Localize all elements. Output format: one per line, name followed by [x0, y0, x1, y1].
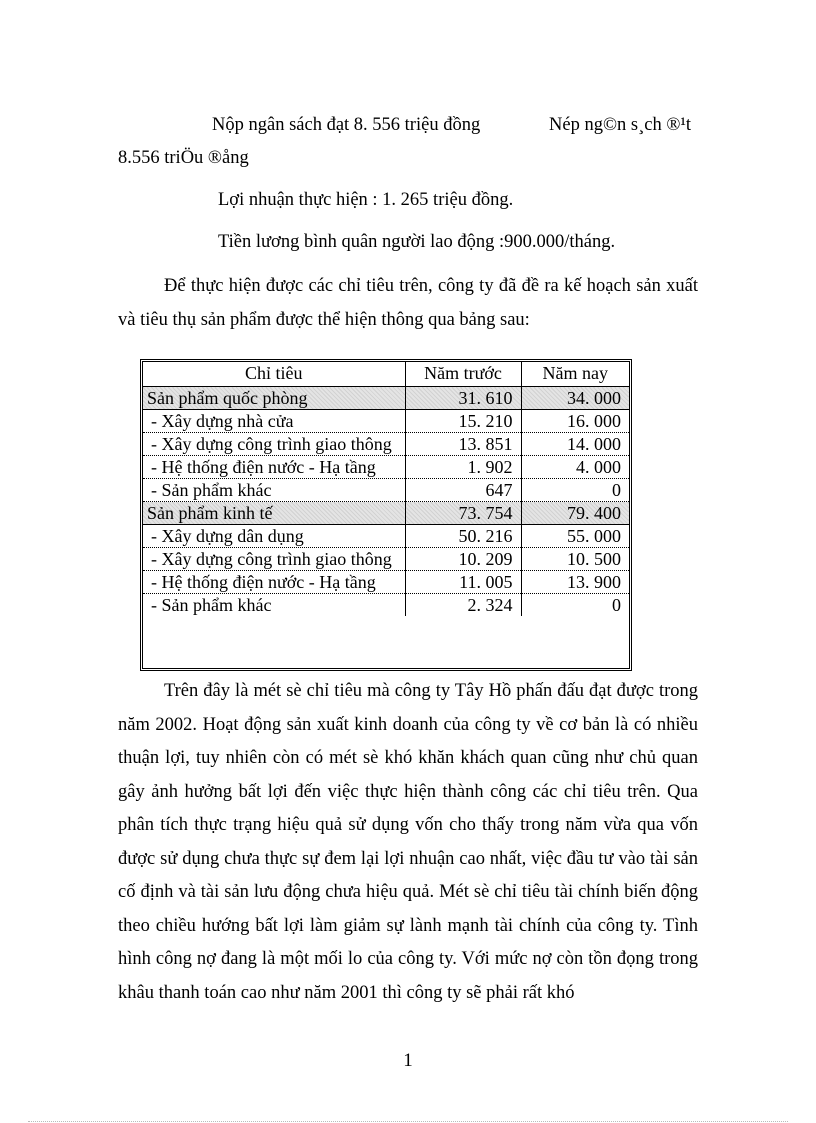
cell-current-year: 14. 000	[521, 433, 629, 456]
table-row	[143, 548, 629, 571]
header-line-1-left: Nộp ngân sách đạt 8. 556 triệu đồng	[212, 115, 481, 135]
cell-previous-year: 31. 610	[405, 387, 521, 410]
cell-current-year: 4. 000	[521, 456, 629, 479]
profit-line: Lợi nhuận thực hiện : 1. 265 triệu đồng.	[218, 190, 514, 210]
intro-paragraph	[118, 270, 698, 337]
header-previous-year: Năm trước	[405, 362, 521, 387]
cell-current-year: 16. 000	[521, 410, 629, 433]
header-current-year: Năm nay	[521, 362, 629, 387]
table-row	[143, 456, 629, 479]
table-row	[143, 410, 629, 433]
cell-current-year: 13. 900	[521, 571, 629, 594]
cell-previous-year: 647	[405, 479, 521, 502]
cell-current-year: 10. 500	[521, 548, 629, 571]
cell-indicator: - Hệ thống điện nước - Hạ tầng	[143, 571, 405, 594]
header-indicator: Chỉ tiêu	[143, 362, 405, 387]
cell-current-year: 79. 400	[521, 502, 629, 525]
table-group-row	[143, 502, 629, 525]
cell-previous-year: 1. 902	[405, 456, 521, 479]
header-line-1-right: Nép ng©n s¸ch ®¹t	[549, 115, 692, 135]
intro-paragraph-text: Để thực hiện được các chỉ tiêu trên, công ty đã đề ra kế hoạch sản xuất và tiêu thụ sản phẩm được thể hiện thông qua bảng sau:	[118, 276, 698, 330]
cell-indicator: - Xây dựng công trình giao thông	[143, 548, 405, 571]
cell-indicator: - Xây dựng công trình giao thông	[143, 433, 405, 456]
cell-previous-year: 15. 210	[405, 410, 521, 433]
production-table-grid	[143, 362, 629, 616]
production-table	[140, 359, 632, 671]
cell-indicator: - Xây dựng dân dụng	[143, 525, 405, 548]
cell-indicator: Sản phẩm kinh tế	[143, 502, 405, 525]
cell-previous-year: 13. 851	[405, 433, 521, 456]
table-row	[143, 571, 629, 594]
body-paragraph-text: Trên đây là mét sè chỉ tiêu mà công ty Tây Hồ phấn đấu đạt được trong năm 2002. Hoạt động sản xuất kinh doanh của công ty về cơ bản là có nhiều thuận lợi, tuy nhiên còn có mét sè khó khăn khách quan cũng như chủ quan gây ảnh hưởng bất lợi đến việc thực hiện thành công các chỉ tiêu trên. Qua phân tích thực trạng hiệu quả sử dụng vốn cho thấy trong năm vừa qua vốn được sử dụng chưa thực sự đem lại lợi nhuận cao nhất, việc đầu tư vào tài sản cố định và tài sản lưu động chưa hiệu quả. Mét sè chỉ tiêu tài chính biến động theo chiều hướng bất lợi làm giảm sự lành mạnh tài chính của công ty. Tình hình công nợ đang là một mối lo của công ty. Với mức nợ còn tồn đọng trong khâu thanh toán cao như năm 2001 thì công ty sẽ phải rất khó	[118, 681, 698, 1003]
table-row	[143, 433, 629, 456]
cell-current-year: 34. 000	[521, 387, 629, 410]
page-number: 1	[403, 1050, 413, 1071]
cell-indicator: Sản phẩm quốc phòng	[143, 387, 405, 410]
cell-previous-year: 50. 216	[405, 525, 521, 548]
cell-current-year: 55. 000	[521, 525, 629, 548]
table-row	[143, 479, 629, 502]
table-row	[143, 594, 629, 617]
table-row	[143, 525, 629, 548]
salary-line: Tiền lương bình quân người lao động :900.000/tháng.	[218, 232, 616, 252]
cell-indicator: - Sản phẩm khác	[151, 595, 272, 615]
cell-previous-year: 10. 209	[405, 548, 521, 571]
table-group-row	[143, 387, 629, 410]
cell-previous-year: 73. 754	[405, 502, 521, 525]
cell-previous-year: 11. 005	[405, 571, 521, 594]
body-paragraph	[118, 675, 698, 1010]
header-line-2: 8.556 triÖu ®ång	[118, 148, 249, 168]
cell-current-year: 0	[521, 594, 629, 617]
cell-indicator: - Sản phẩm khác	[143, 479, 405, 502]
cell-current-year: 0	[521, 479, 629, 502]
cell-indicator: - Xây dựng nhà cửa	[143, 410, 405, 433]
cell-indicator: - Hệ thống điện nước - Hạ tầng	[143, 456, 405, 479]
footer-divider	[28, 1121, 788, 1122]
table-header-row	[143, 362, 629, 387]
cell-previous-year: 2. 324	[405, 594, 521, 617]
